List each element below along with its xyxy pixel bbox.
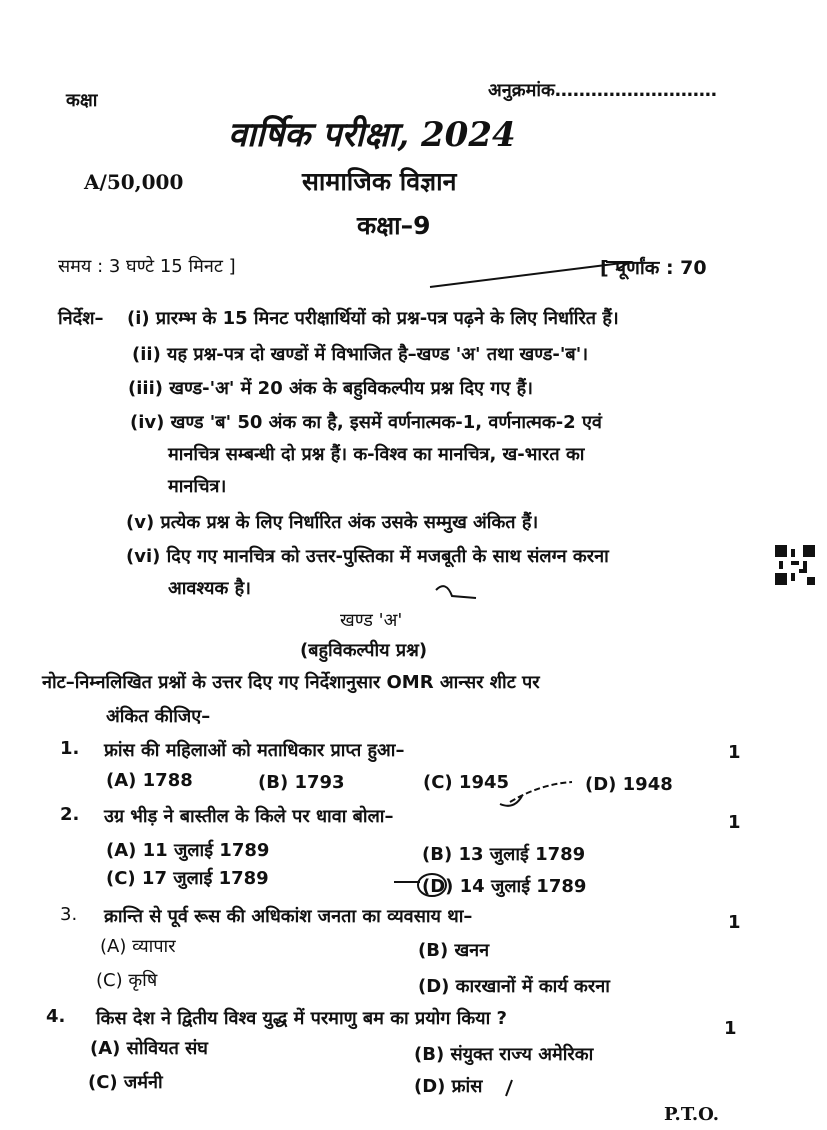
- exam-title: वार्षिक परीक्षा, 2024: [228, 115, 516, 155]
- roll-label-text: अनुक्रमांक: [488, 80, 555, 101]
- instruction-item: मानचित्र।: [168, 476, 227, 497]
- question-marks: 1: [728, 742, 741, 763]
- paper-code: A/50,000: [84, 170, 184, 194]
- option: (C) कृषि: [96, 970, 158, 991]
- option: (B) खनन: [418, 940, 490, 961]
- instruction-item: (ii) यह प्रश्न-पत्र दो खण्डों में विभाजित है–खण्ड 'अ' तथा खण्ड-'ब'।: [132, 344, 589, 365]
- option: (A) 1788: [106, 770, 193, 791]
- question-marks: 1: [724, 1018, 737, 1039]
- question-text: उग्र भीड़ ने बास्तील के किले पर धावा बोला–: [104, 806, 394, 827]
- time-allowed: समय : 3 घण्टे 15 मिनट ]: [58, 256, 236, 277]
- instruction-item: आवश्यक है।: [168, 578, 251, 599]
- option: (A) व्यापार: [100, 936, 176, 957]
- option: (A) सोवियत संघ: [90, 1038, 208, 1059]
- class-title: कक्षा–9: [357, 211, 431, 240]
- instruction-item: (i) प्रारम्भ के 15 मिनट परीक्षार्थियों को प्रश्न-पत्र पढ़ने के लिए निर्धारित हैं।: [127, 308, 619, 329]
- roll-dots: ………………………: [554, 80, 717, 101]
- option: (D) कारखानों में कार्य करना: [418, 976, 610, 997]
- option: (B) 13 जुलाई 1789: [422, 844, 586, 865]
- instructions-label: निर्देश–: [58, 308, 104, 329]
- option: (C) 17 जुलाई 1789: [106, 868, 269, 889]
- instruction-item: (iii) खण्ड-'अ' में 20 अंक के बहुविकल्पीय प्रश्न दिए गए हैं।: [128, 378, 533, 399]
- instruction-item: (v) प्रत्येक प्रश्न के लिए निर्धारित अंक उसके सम्मुख अंकित हैं।: [126, 512, 539, 533]
- question-marks: 1: [728, 812, 741, 833]
- pto-label: P.T.O.: [664, 1104, 720, 1125]
- qr-code-icon: [775, 545, 815, 585]
- option: (C) जर्मनी: [88, 1072, 163, 1093]
- question-marks: 1: [728, 912, 741, 933]
- full-marks: [ पूर्णांक : 70: [600, 257, 707, 279]
- option: (B) 1793: [258, 772, 345, 793]
- question-number: 3.: [60, 904, 78, 925]
- question-text: किस देश ने द्वितीय विश्व युद्ध में परमाणु बम का प्रयोग किया ?: [96, 1008, 507, 1029]
- subject-title: सामाजिक विज्ञान: [302, 167, 457, 196]
- note-line: अंकित कीजिए–: [106, 706, 211, 727]
- question-number: 2.: [60, 804, 80, 825]
- question-number: 4.: [46, 1006, 66, 1027]
- instruction-item: (iv) खण्ड 'ब' 50 अंक का है, इसमें वर्णनात्मक-1, वर्णनात्मक-2 एवं: [130, 412, 602, 433]
- section-subtitle: (बहुविकल्पीय प्रश्न): [300, 640, 428, 661]
- section-title: खण्ड 'अ': [340, 610, 403, 631]
- option: (B) संयुक्त राज्य अमेरिका: [414, 1044, 594, 1065]
- instruction-item: (vi) दिए गए मानचित्र को उत्तर-पुस्तिका में मजबूती के साथ संलग्न करना: [126, 546, 609, 567]
- note-line: नोट–निम्नलिखित प्रश्नों के उत्तर दिए गए निर्देशानुसार OMR आन्सर शीट पर: [42, 672, 540, 693]
- instruction-item: मानचित्र सम्बन्धी दो प्रश्न हैं। क-विश्व का मानचित्र, ख-भारत का: [168, 444, 585, 465]
- option: (C) 1945: [423, 772, 510, 793]
- option: (D) 14 जुलाई 1789: [422, 876, 587, 897]
- option: (A) 11 जुलाई 1789: [106, 840, 270, 861]
- question-text: क्रान्ति से पूर्व रूस की अधिकांश जनता का व्यवसाय था–: [104, 906, 473, 927]
- question-number: 1.: [60, 738, 80, 759]
- question-text: फ्रांस की महिलाओं को मताधिकार प्राप्त हुआ–: [104, 740, 405, 761]
- option: (D) फ्रांस: [414, 1076, 483, 1097]
- top-left-label: कक्षा: [66, 90, 98, 111]
- option: (D) 1948: [585, 774, 673, 795]
